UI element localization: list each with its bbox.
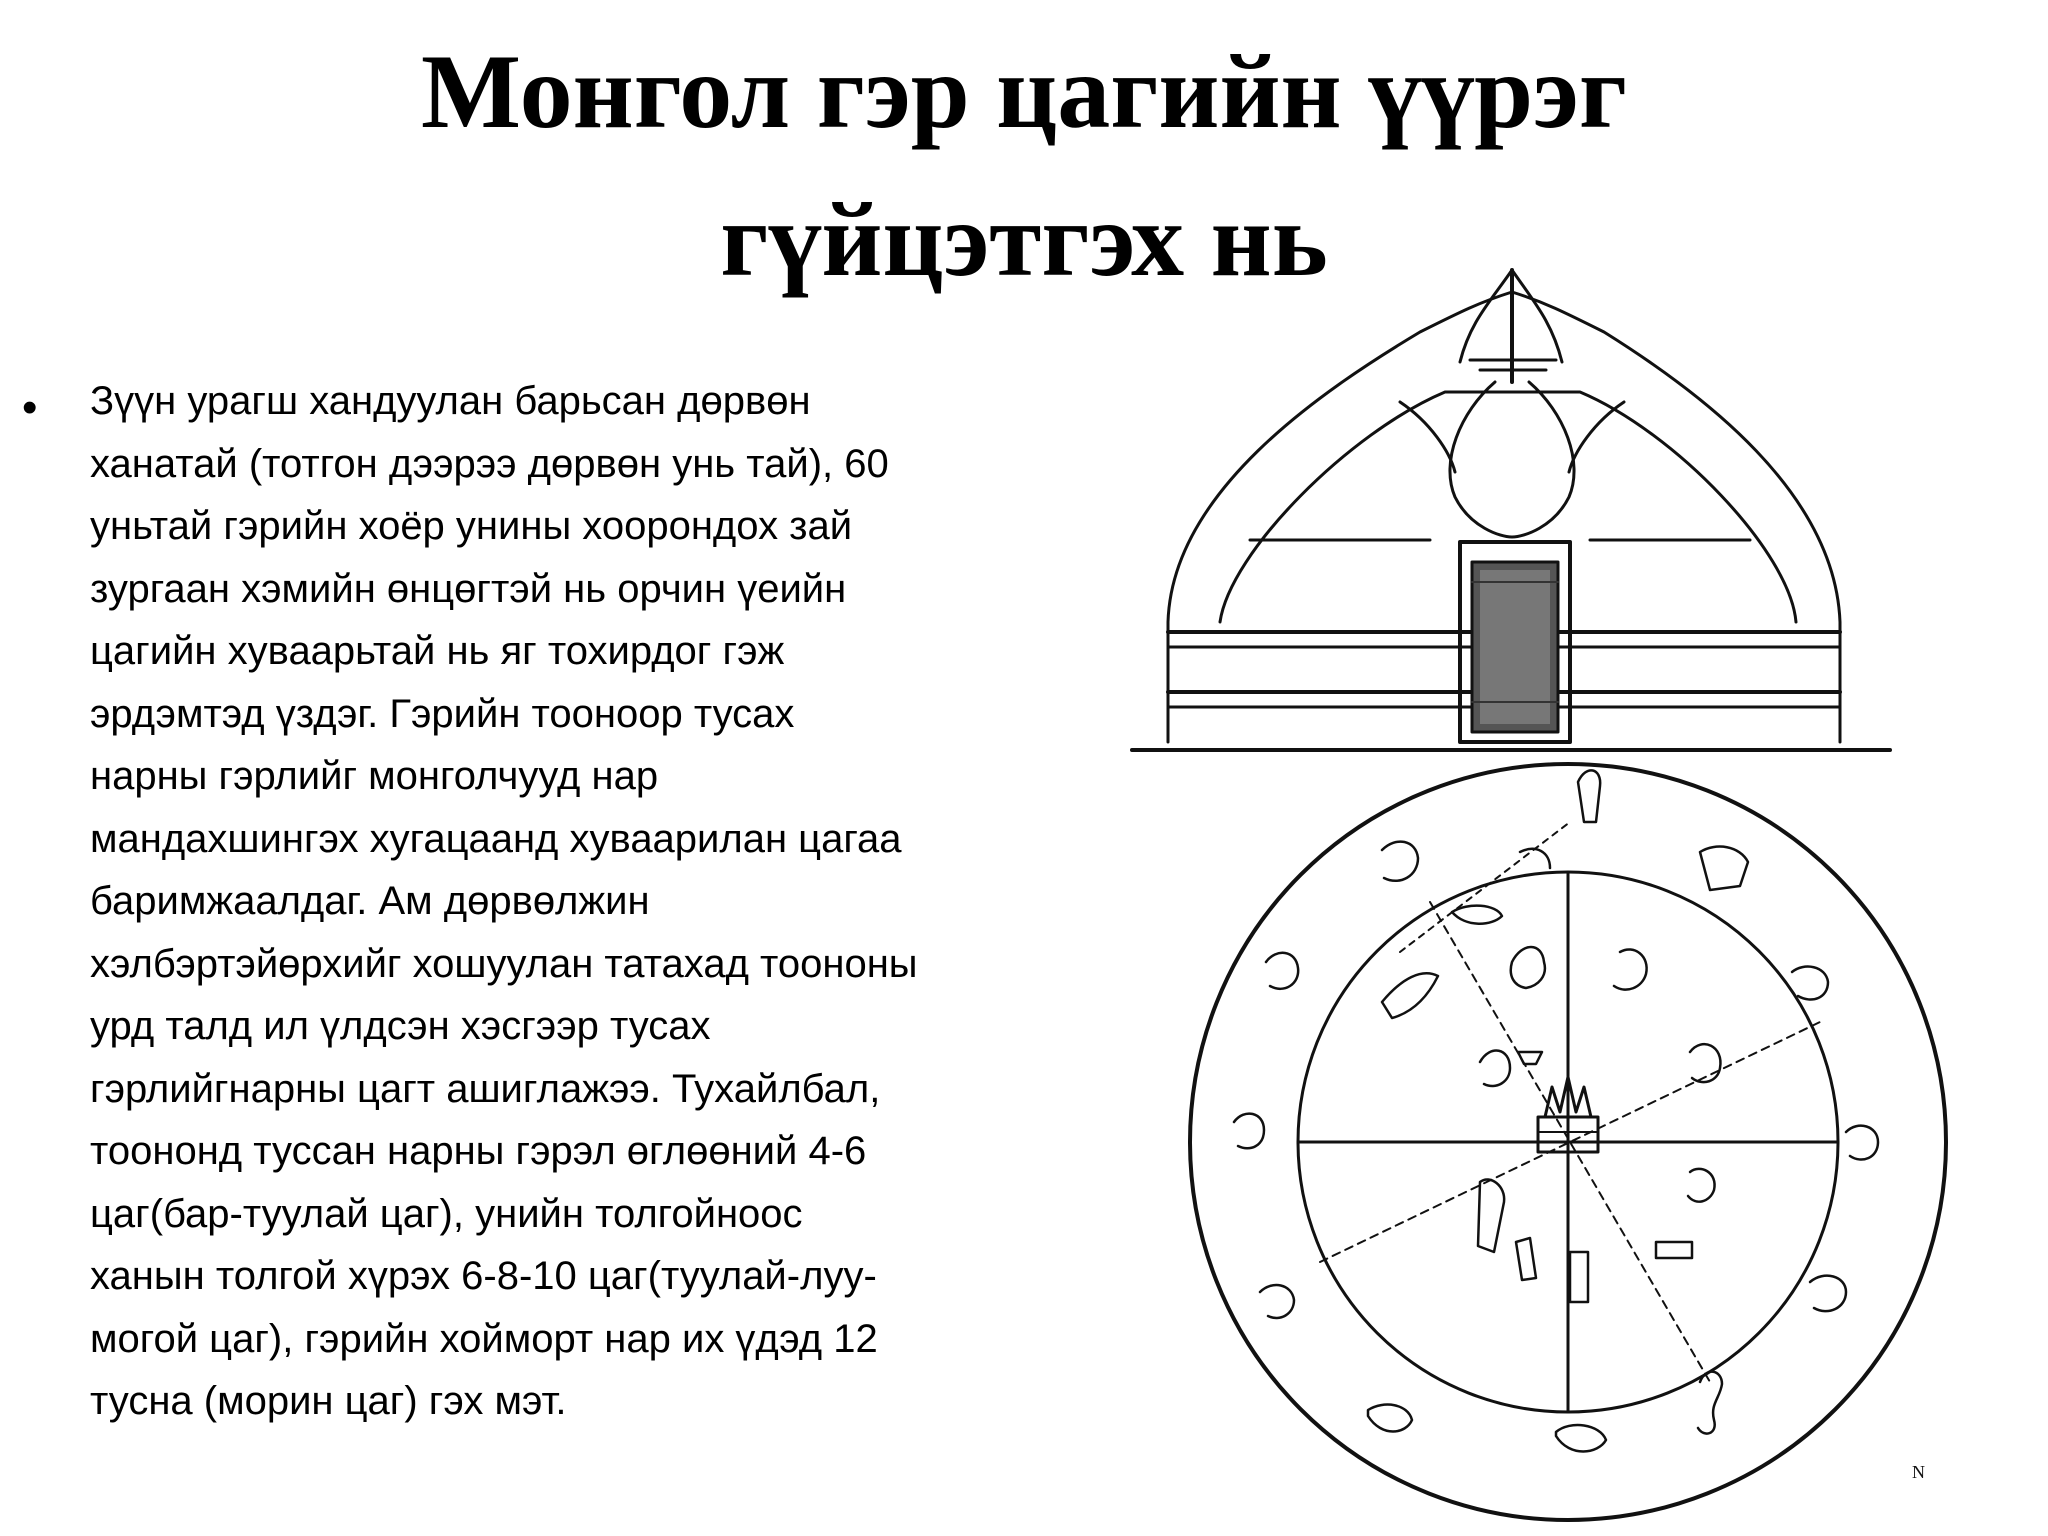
bullet-line: нарны гэрлийг монголчууд нар [90, 754, 659, 798]
bullet-line: мандахшингэх хугацаанд хуваарилан цагаа [90, 816, 902, 861]
figure-top [1578, 770, 1600, 822]
bullet-marker: • [22, 383, 38, 432]
bullet-line: Зүүн урагш хандуулан барьсан дөрвөн [90, 379, 811, 423]
title-line-2: гүйцэтгэх нь [720, 181, 1328, 298]
bullet-line: ханатай (тотгон дээрээ дөрвөн унь тай), 60 [90, 441, 889, 486]
title-line-1: Монгол гэр цагийн үүрэг [420, 33, 1627, 150]
bullet-line: урд талд ил үлдсэн хэсгээр тусах [90, 1004, 711, 1048]
bullet-line: цагийн хуваарьтай нь яг тохирдог гэж [90, 629, 785, 673]
bullet-line: могой цаг), гэрийн хойморт нар их үдэд 12 [90, 1316, 878, 1361]
bullet-line: уньтай гэрийн хоёр унины хоорондох зай [90, 504, 853, 548]
bullet-line: гэрлийгнарны цагт ашиглажээ. Тухайлбал, [90, 1066, 881, 1111]
bullet-line: эрдэмтэд үздэг. Гэрийн тооноор тусах [90, 691, 795, 736]
bullet-line: баримжаалдаг. Ам дөрвөлжин [90, 879, 650, 923]
ger-elevation-drawing [1132, 270, 1890, 750]
bullet-line: тоононд туссан нарны гэрэл өглөөний 4-6 [90, 1129, 867, 1173]
ger-illustration [1100, 262, 2000, 1532]
zodiac-circle-diagram [1190, 764, 1946, 1520]
bullet-line: ханын толгой хүрэх 6-8-10 цаг(туулай-луу- [90, 1254, 877, 1298]
bullet-line: тусна (морин цаг) гэх мэт. [90, 1379, 567, 1423]
bullet-line: зургаан хэмийн өнцөгтэй нь орчин үеийн [90, 566, 847, 611]
compass-mark: N [1912, 1462, 1925, 1482]
bullet-line: цаг(бар-туулай цаг), унийн толгойноос [90, 1191, 803, 1236]
bullet-line: хэлбэртэйөрхийг хошуулан татахад тоононы [90, 941, 918, 986]
bullet-text [90, 370, 1110, 1433]
